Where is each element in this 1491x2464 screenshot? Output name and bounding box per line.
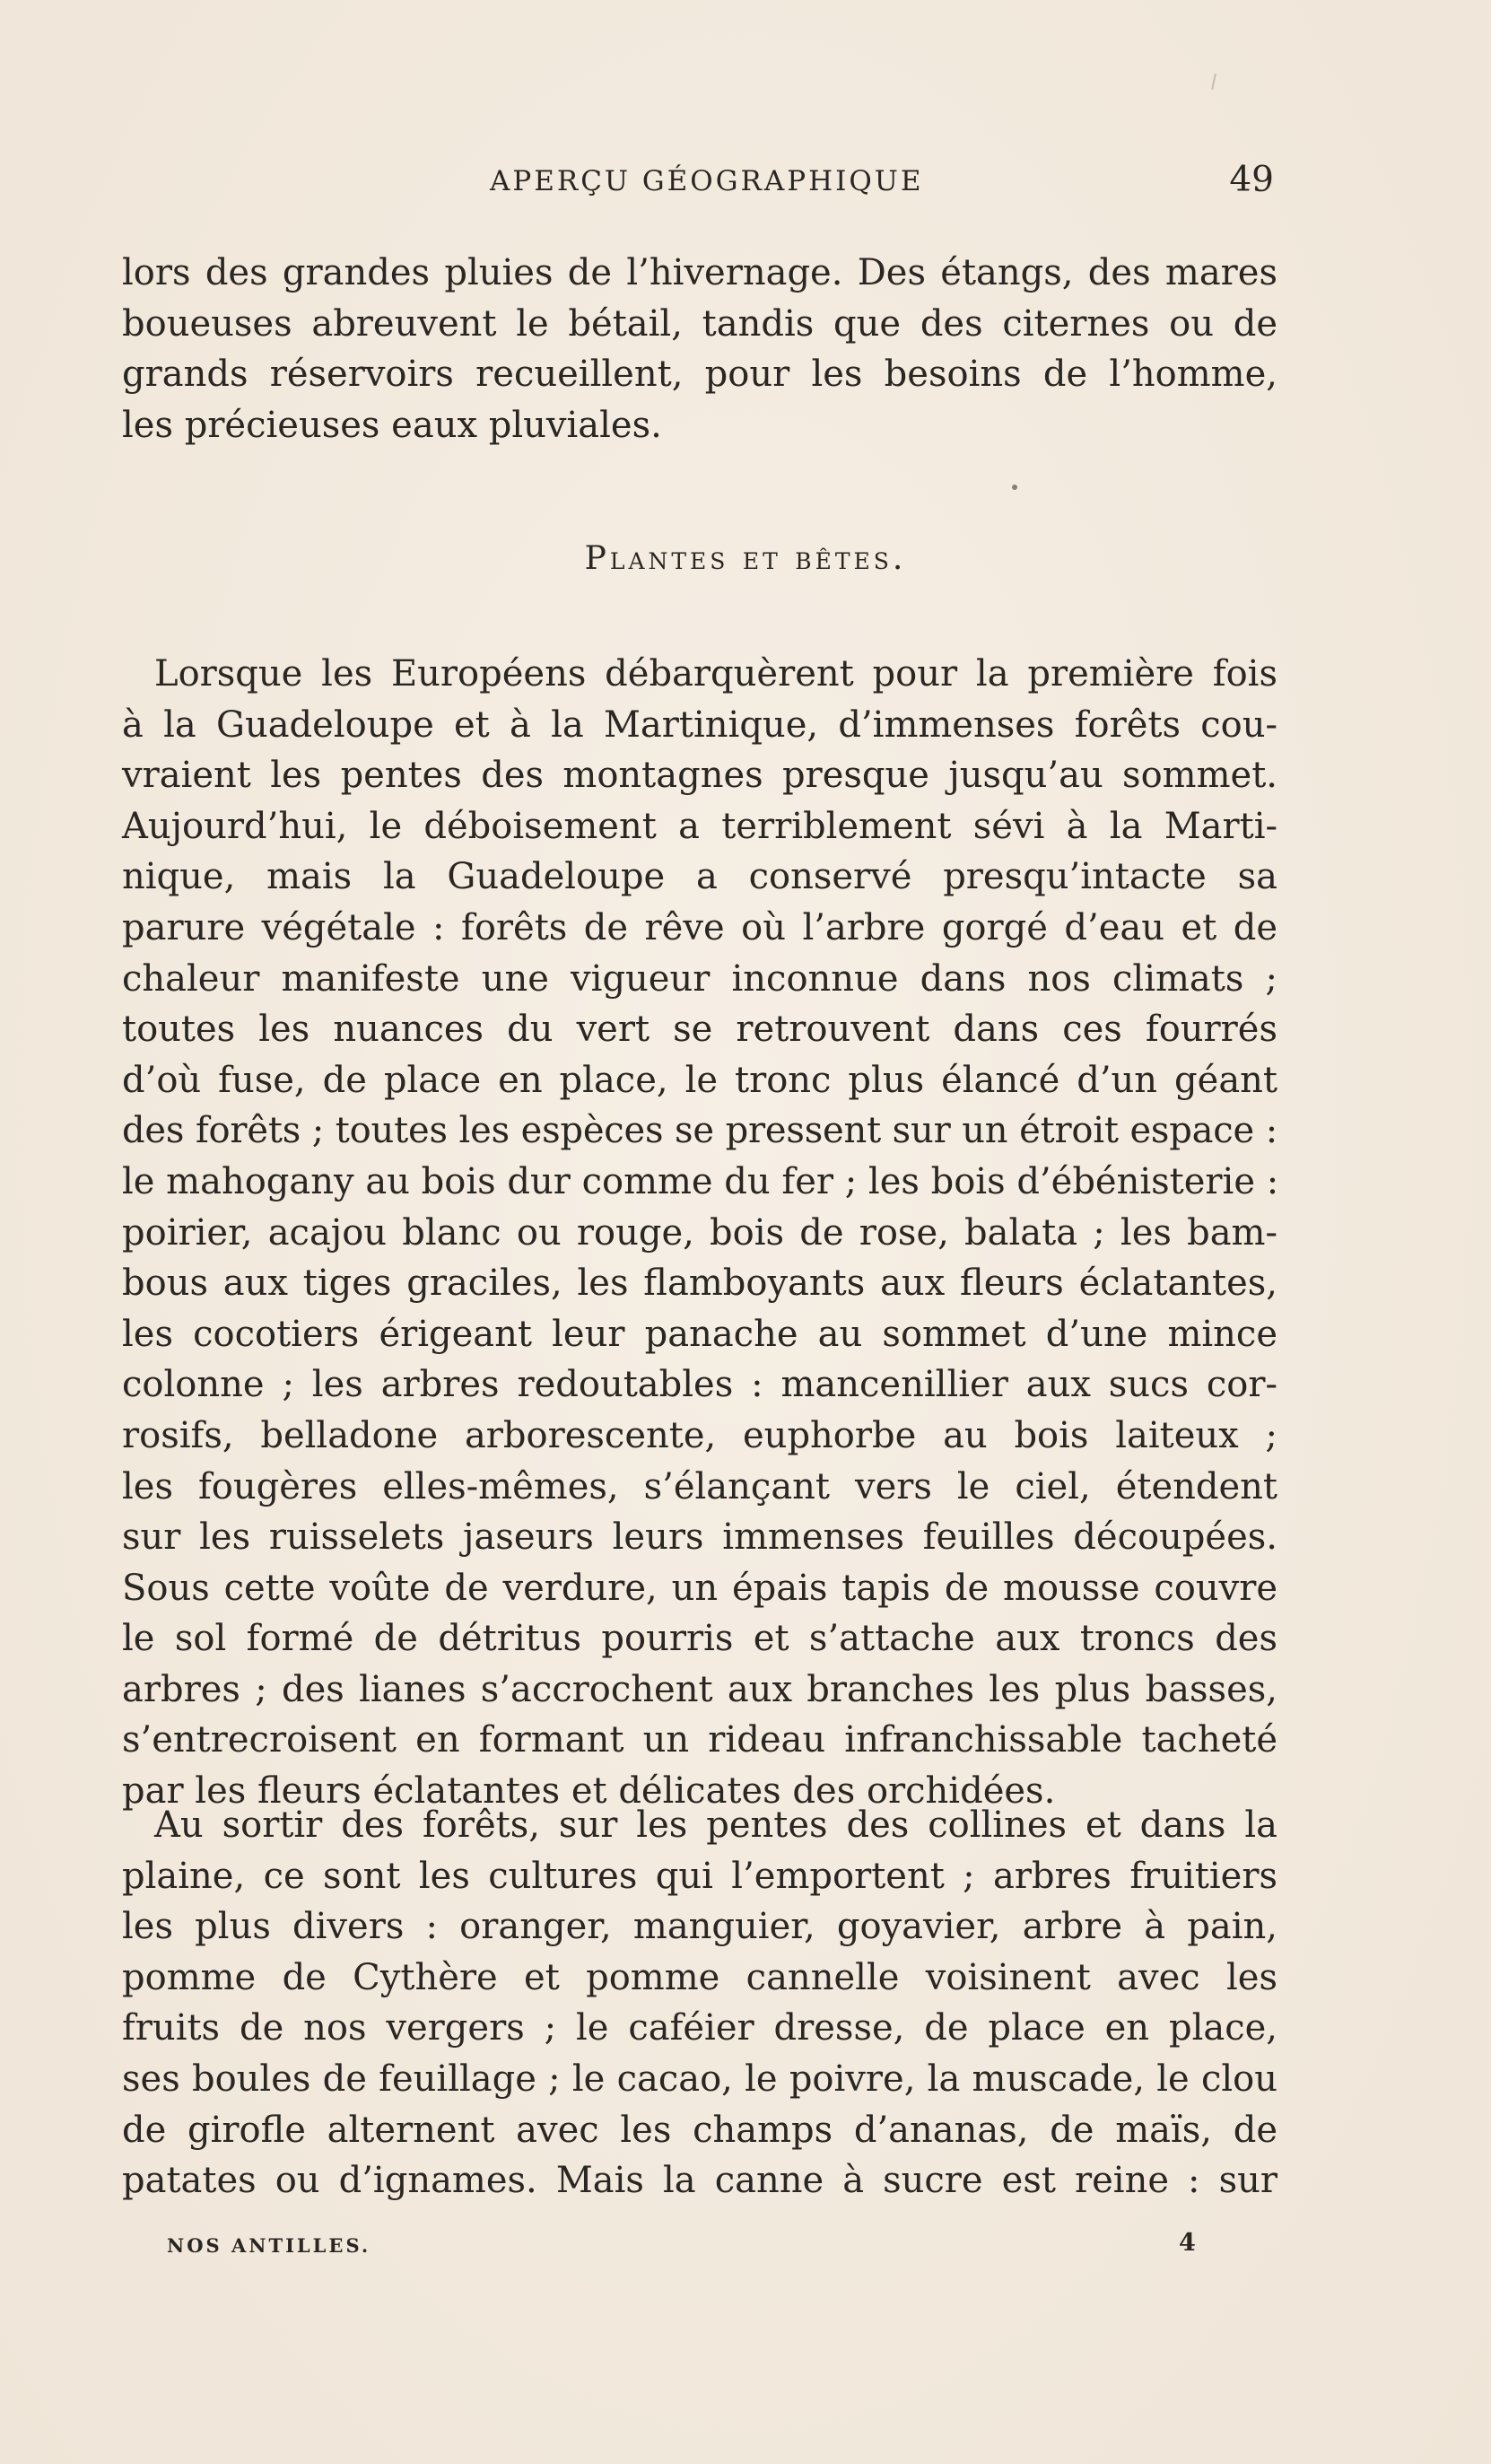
ink-dot bbox=[1012, 485, 1017, 490]
text-line: Sous cette voûte de verdure, un épais tapis de mousse couvre bbox=[122, 1567, 1277, 1609]
scan-speck bbox=[1211, 74, 1216, 90]
text-line: plaine, ce sont les cultures qui l’emportent ; arbres fruitiers bbox=[122, 1855, 1277, 1897]
text-line: Lorsque les Européens débarquèrent pour la première fois bbox=[154, 653, 1277, 695]
page-number: 49 bbox=[1229, 160, 1274, 200]
text-line: les précieuses eaux pluviales. bbox=[122, 404, 662, 446]
text-line: les fougères elles-mêmes, s’élançant vers le ciel, étendent bbox=[122, 1465, 1277, 1507]
text-line: sur les ruisselets jaseurs leurs immenses feuilles découpées. bbox=[122, 1516, 1277, 1559]
text-line: patates ou d’ignames. Mais la canne à sucre est reine : sur bbox=[122, 2160, 1277, 2202]
text-line: le mahogany au bois dur comme du fer ; les bois d’ébénisterie : bbox=[122, 1160, 1279, 1202]
text-line: pomme de Cythère et pomme cannelle voisinent avec les bbox=[122, 1956, 1277, 1998]
text-line: grands réservoirs recueillent, pour les besoins de l’homme, bbox=[122, 354, 1277, 396]
text-line: d’où fuse, de place en place, le tronc plus élancé d’un géant bbox=[122, 1059, 1277, 1101]
paragraph-1 bbox=[122, 248, 1277, 450]
running-header bbox=[122, 160, 1279, 208]
text-line: toutes les nuances du vert se retrouvent dans ces fourrés bbox=[122, 1009, 1277, 1051]
text-line: fruits de nos vergers ; le caféier dresse, de place en place, bbox=[122, 2007, 1277, 2049]
text-line: Aujourd’hui, le déboisement a terriblement sévi à la Marti- bbox=[122, 805, 1277, 847]
text-line: les cocotiers érigeant leur panache au sommet d’une mince bbox=[122, 1313, 1277, 1355]
text-line: arbres ; des lianes s’accrochent aux branches les plus basses, bbox=[122, 1668, 1277, 1710]
section-heading: Plantes et bêtes. bbox=[584, 540, 907, 577]
text-line: s’entrecroisent en formant un rideau infranchissable tacheté bbox=[122, 1719, 1277, 1761]
text-line: poirier, acajou blanc ou rouge, bois de rose, balata ; les bam- bbox=[122, 1211, 1277, 1254]
text-line: parure végétale : forêts de rêve où l’arbre gorgé d’eau et de bbox=[122, 906, 1277, 948]
paragraph-3 bbox=[122, 1800, 1277, 2206]
text-line: ses boules de feuillage ; le cacao, le poivre, la muscade, le clou bbox=[122, 2058, 1277, 2100]
text-line: par les fleurs éclatantes et délicates des orchidées. bbox=[122, 1770, 1056, 1813]
text-line: à la Guadeloupe et à la Martinique, d’immenses forêts cou- bbox=[122, 703, 1277, 746]
text-line: rosifs, belladone arborescente, euphorbe au bois laiteux ; bbox=[122, 1414, 1277, 1456]
text-line: vraient les pentes des montagnes presque jusqu’au sommet. bbox=[122, 755, 1277, 797]
text-line: colonne ; les arbres redoutables : mancenillier aux sucs cor- bbox=[122, 1364, 1277, 1406]
signature-title: NOS ANTILLES. bbox=[167, 2234, 371, 2257]
text-line: boueuses abreuvent le bétail, tandis que des citernes ou de bbox=[122, 302, 1277, 345]
text-line: les plus divers : oranger, manguier, goyavier, arbre à pain, bbox=[122, 1906, 1277, 1948]
text-line: nique, mais la Guadeloupe a conservé presqu’intacte sa bbox=[122, 856, 1277, 898]
text-line: de girofle alternent avec les champs d’ananas, de maïs, de bbox=[122, 2109, 1277, 2151]
text-line: bous aux tiges graciles, les flamboyants aux fleurs éclatantes, bbox=[122, 1263, 1277, 1305]
text-line: le sol formé de détritus pourris et s’attache aux troncs des bbox=[122, 1618, 1277, 1660]
text-line: Au sortir des forêts, sur les pentes des collines et dans la bbox=[154, 1804, 1277, 1846]
text-line: lors des grandes pluies de l’hivernage. Des étangs, des mares bbox=[122, 252, 1277, 293]
paragraph-2 bbox=[122, 649, 1277, 1817]
text-line: des forêts ; toutes les espèces se pressent sur un étroit espace : bbox=[122, 1110, 1277, 1152]
running-title: APERÇU GÉOGRAPHIQUE bbox=[490, 165, 924, 197]
signature-number: 4 bbox=[1179, 2229, 1196, 2257]
text-line: chaleur manifeste une vigueur inconnue dans nos climats ; bbox=[122, 957, 1277, 1000]
